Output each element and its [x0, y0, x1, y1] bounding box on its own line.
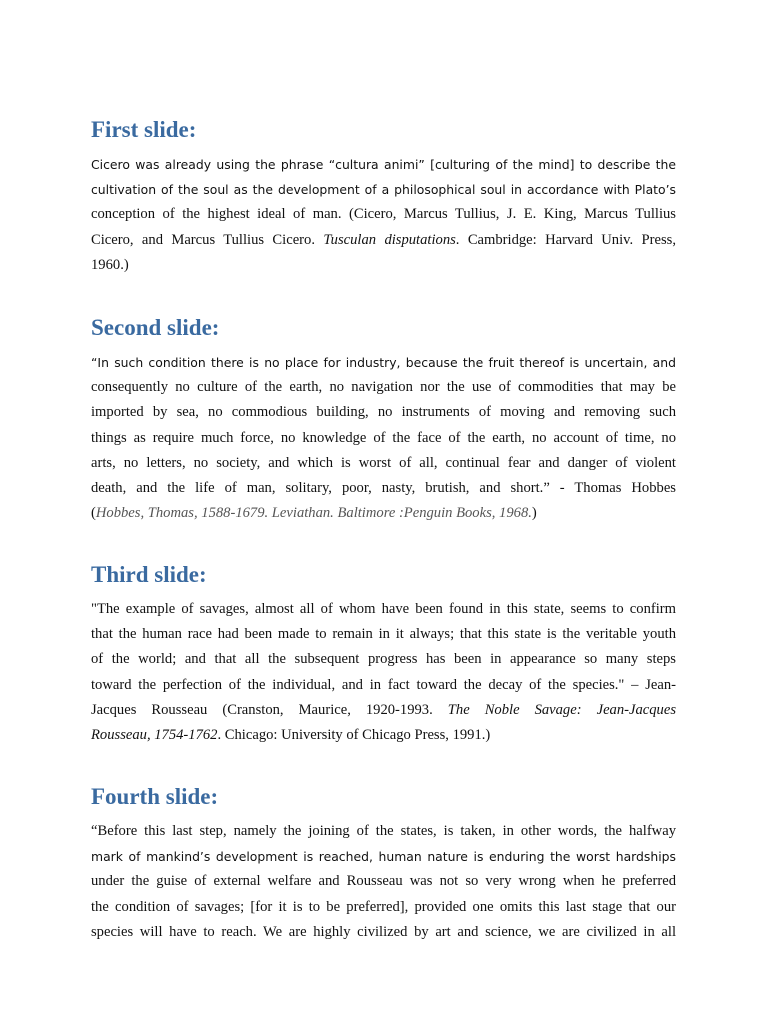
- text-line: [91, 698, 676, 723]
- text-fragment: Cicero, and Marcus Tullius Cicero.: [91, 231, 315, 248]
- text-line: Cicero was already using the phrase “cultura animi” [culturing of the mind] to describe the: [91, 157, 676, 172]
- text-line: death, and the life of man, solitary, poor, nasty, brutish, and short.” - Thomas Hobbes: [91, 479, 676, 496]
- text-line: “Before this last step, namely the joining of the states, is taken, in other words, the halfway: [91, 823, 676, 839]
- text-line: [91, 723, 676, 748]
- text-line: of the world; and that all the subsequent progress has been in appearance so many steps: [91, 651, 676, 668]
- section-heading-second-slide: Second slide:: [91, 315, 220, 340]
- text-line: [91, 501, 676, 526]
- text-line: [91, 228, 676, 253]
- book-title: Rousseau, 1754-1762: [91, 726, 218, 743]
- section-body-third-slide: [91, 597, 676, 748]
- section-heading-fourth-slide: Fourth slide:: [91, 784, 219, 809]
- text-line: consequently no culture of the earth, no navigation nor the use of commodities that may be: [91, 379, 676, 396]
- book-title: Tusculan disputations: [323, 231, 456, 248]
- text-line: that the human race had been made to remain in it always; that this state is the veritable youth: [91, 626, 676, 643]
- text-fragment: (: [91, 505, 96, 522]
- section-body-first-slide: [91, 152, 676, 278]
- text-line: imported by sea, no commodious building, no instruments of moving and removing such: [91, 404, 676, 421]
- section-heading-first-slide: First slide:: [91, 117, 197, 142]
- text-line: “In such condition there is no place for industry, because the fruit thereof is uncertain, and: [91, 355, 676, 370]
- text-line: mark of mankind’s development is reached, human nature is enduring the worst hardships: [91, 849, 676, 865]
- section-body-fourth-slide: [91, 819, 676, 945]
- text-line: things as require much force, no knowledge of the face of the earth, no account of time, no: [91, 429, 676, 446]
- text-fragment: . Chicago: University of Chicago Press, 1991.): [217, 726, 491, 743]
- citation: Hobbes, Thomas, 1588-1679. Leviathan. Baltimore :Penguin Books, 1968.: [95, 505, 532, 522]
- text-line: arts, no letters, no society, and which is worst of all, continual fear and danger of violent: [91, 454, 676, 471]
- text-line: toward the perfection of the individual, and in fact toward the decay of the species." – Jean-: [91, 676, 676, 693]
- text-fragment: ): [531, 505, 537, 522]
- text-line: the condition of savages; [for it is to be preferred], provided one omits this last stage that our: [91, 898, 676, 915]
- text-line: "The example of savages, almost all of whom have been found in this state, seems to confirm: [91, 601, 676, 617]
- section-body-second-slide: [91, 350, 676, 526]
- book-title: The Noble Savage: Jean-Jacques: [447, 701, 676, 718]
- text-line: species will have to reach. We are highly civilized by art and science, we are civilized in all: [91, 923, 676, 940]
- text-line: conception of the highest ideal of man. (Cicero, Marcus Tullius, J. E. King, Marcus Tullius: [91, 206, 676, 223]
- text-fragment: . Cambridge: Harvard Univ. Press,: [455, 231, 676, 248]
- text-line: cultivation of the soul as the development of a philosophical soul in accordance with Plato’s: [91, 182, 676, 198]
- text-line: 1960.): [91, 256, 129, 273]
- section-heading-third-slide: Third slide:: [91, 562, 207, 587]
- text-fragment: Jacques Rousseau (Cranston, Maurice, 1920-1993.: [91, 701, 433, 718]
- text-line: under the guise of external welfare and Rousseau was not so very wrong when he preferred: [91, 873, 676, 890]
